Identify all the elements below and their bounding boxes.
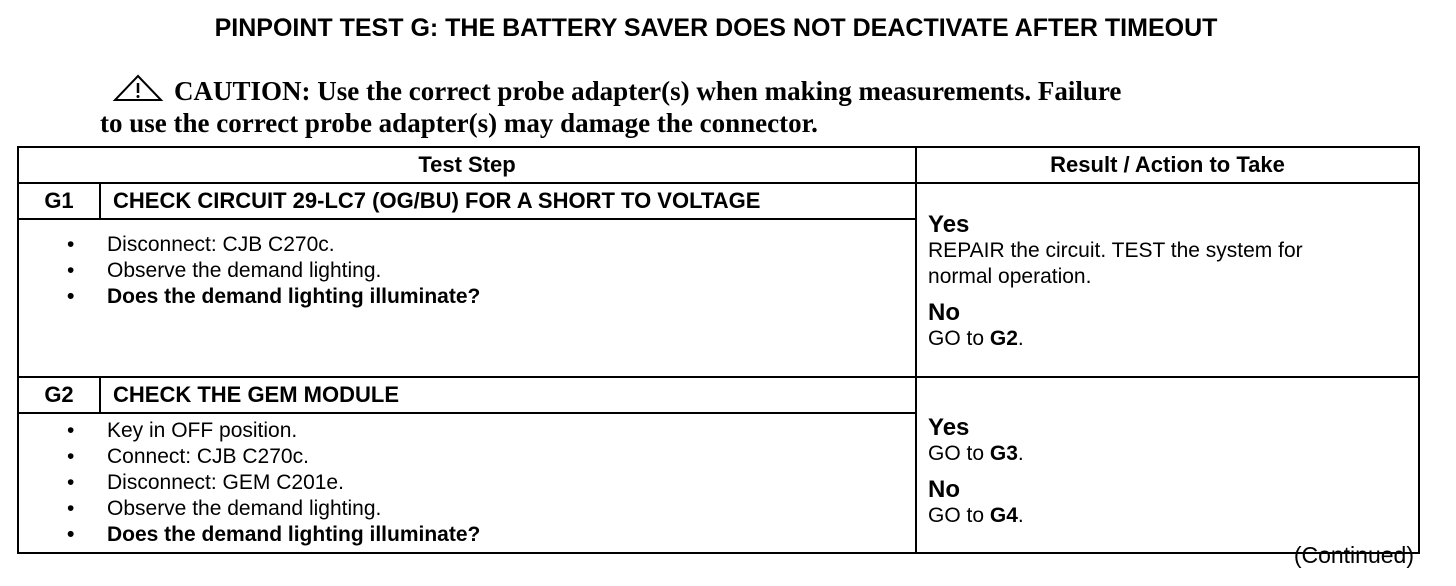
result-no-prefix: GO to [928, 504, 990, 527]
caution-line-1 [100, 74, 1300, 107]
continued-note: (Continued) [1293, 542, 1414, 568]
result-no-target: G4 [989, 504, 1018, 527]
step-instructions [18, 219, 916, 377]
warning-triangle-icon [112, 74, 164, 102]
header-test-step: Test Step [18, 147, 916, 183]
result-no-prefix: GO to [928, 327, 990, 350]
step-result [916, 183, 1419, 377]
result-yes-action: GO to G3. [928, 442, 1024, 465]
step-heading-row [18, 183, 1419, 219]
pinpoint-test-table [17, 146, 1420, 554]
instruction-question: • Does the demand lighting illuminate? [107, 522, 915, 548]
instruction-item: • Observe the demand lighting. [107, 496, 915, 522]
instruction-item: • Connect: CJB C270c. [107, 444, 915, 470]
result-no-target: G2 [989, 327, 1018, 350]
result-yes-action-line-2: normal operation. [928, 265, 1092, 288]
page-title: PINPOINT TEST G: THE BATTERY SAVER DOES NOT DEACTIVATE AFTER TIMEOUT [214, 14, 1218, 42]
result-yes-prefix: GO to [928, 442, 990, 465]
result-no-label: No [928, 476, 961, 503]
header-result-action: Result / Action to Take [916, 147, 1419, 183]
step-id: G2 [18, 377, 100, 413]
result-yes-target: G3 [989, 442, 1018, 465]
instruction-item: • Key in OFF position. [107, 418, 915, 444]
step-id: G1 [18, 183, 100, 219]
step-heading: CHECK THE GEM MODULE [100, 377, 916, 413]
instruction-item: • Disconnect: CJB C270c. [107, 232, 915, 258]
step-instructions [18, 413, 916, 553]
result-no-action: GO to G4. [928, 504, 1024, 527]
result-yes-label: Yes [928, 211, 970, 238]
caution-text-1: CAUTION: Use the correct probe adapter(s) when making measurements. Failure [174, 76, 1122, 106]
caution-line-2: to use the correct probe adapter(s) may damage the connector. [100, 108, 818, 138]
instruction-question: • Does the demand lighting illuminate? [107, 284, 915, 310]
instruction-list [19, 418, 915, 548]
table-header-row [18, 147, 1419, 183]
step-result [916, 377, 1419, 553]
result-yes-action-line-1: REPAIR the circuit. TEST the system for [928, 239, 1303, 262]
result-no-label: No [928, 299, 961, 326]
instruction-item: • Disconnect: GEM C201e. [107, 470, 915, 496]
result-no-action: GO to G2. [928, 327, 1024, 350]
instruction-list [19, 232, 915, 310]
step-heading: CHECK CIRCUIT 29-LC7 (OG/BU) FOR A SHORT TO VOLTAGE [100, 183, 916, 219]
result-yes-label: Yes [928, 414, 970, 441]
instruction-item: • Observe the demand lighting. [107, 258, 915, 284]
step-heading-row [18, 377, 1419, 413]
caution-notice [100, 74, 1300, 139]
